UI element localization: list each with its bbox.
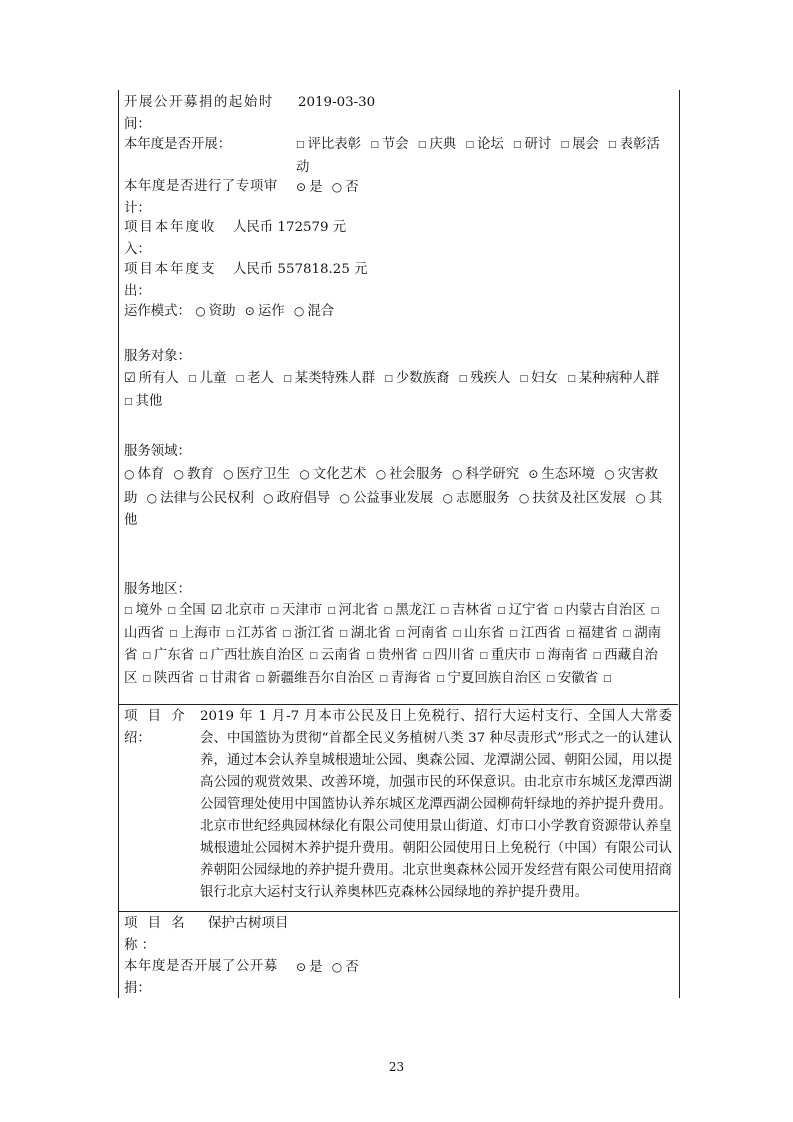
checkbox-empty-icon: □ [379,673,388,684]
region-option[interactable]: □ 天津市 [270,603,322,618]
operation-option[interactable]: ○ 资助 [195,304,235,319]
checkbox-empty-icon: □ [188,374,197,384]
target-option[interactable]: □ 残疾人 [459,371,511,386]
activity-option[interactable]: □ 庆典 [418,137,456,152]
checkbox-empty-icon: □ [283,374,292,384]
region-option[interactable]: □ 宁夏回族自治区 [436,671,541,686]
target-option[interactable]: □ 其他 [124,394,162,409]
row-divider [118,911,678,912]
region-option[interactable]: □ 江苏省 [226,626,278,641]
checkbox-empty-icon: □ [235,374,245,384]
checkbox-empty-icon: □ [309,651,318,661]
checkbox-empty-icon: □ [546,673,555,684]
field-option[interactable]: ○ 医疗卫生 [223,467,290,482]
checkbox-empty-icon: □ [465,140,474,150]
income-value: 人民币 172579 元 [233,220,347,235]
checkbox-empty-icon: □ [452,628,462,639]
fields-label: 服务领域： [124,444,191,459]
target-option[interactable]: □ 老人 [236,371,274,386]
intro-label-line1: 项 目 介 [124,709,188,724]
checkbox-empty-icon: □ [479,651,488,661]
checkbox-empty-icon: □ [422,651,432,661]
activity-option[interactable]: □ 表彰活动 [296,137,660,175]
region-option[interactable]: □ 河南省 [396,626,448,641]
checkbox-empty-icon: □ [282,628,292,639]
region-option[interactable]: □ 福建省 [566,626,618,641]
regions-options [124,600,672,690]
checkbox-empty-icon: □ [603,673,612,684]
checkbox-empty-icon: □ [270,606,279,616]
checkbox-empty-icon: □ [560,140,570,150]
region-option[interactable]: □ 新疆维吾尔自治区 [256,671,375,686]
region-option[interactable]: □ 青海省 [379,671,431,686]
radio-selected-icon: ⊙ [296,960,307,974]
region-option[interactable]: □ 广东省 [142,648,194,663]
operation-label: 运作模式： [124,304,191,319]
operation-option[interactable]: ○ 混合 [294,304,334,319]
operation-option[interactable]: ⊙ 运作 [245,304,285,319]
radio-empty-icon: ○ [331,180,343,194]
field-option[interactable]: ○ 体育 [124,467,164,482]
checkbox-empty-icon: □ [199,673,208,684]
radio-selected-icon: ⊙ [528,467,539,481]
audit-label-line2: 计： [124,201,151,216]
field-option[interactable]: ⊙ 生态环境 [528,467,595,482]
checkbox-empty-icon: □ [199,651,208,661]
audit-options [296,176,364,199]
activity-option[interactable]: □ 展会 [561,137,599,152]
checkbox-empty-icon: □ [436,673,445,684]
target-option[interactable]: □ 某种病种人群 [567,371,659,386]
region-option[interactable]: □ 贵州省 [366,648,418,663]
field-option[interactable]: ○ 教育 [174,467,214,482]
targets-options [124,368,672,413]
radio-selected-icon: ⊙ [244,304,255,318]
region-option[interactable]: □ 山东省 [453,626,505,641]
region-option[interactable]: □ 上海市 [169,626,221,641]
region-option[interactable]: □ 重庆市 [479,648,531,663]
region-option[interactable]: □ 全国 [167,603,205,618]
fundraising-option-no[interactable]: ○ 否 [332,960,359,975]
targets-label: 服务对象： [124,349,191,364]
expense-label-line1: 项目本年度支 [124,262,217,277]
checkbox-empty-icon: □ [536,651,545,661]
checkbox-empty-icon: □ [519,374,529,384]
checkbox-empty-icon: □ [142,651,151,661]
audit-option-yes[interactable]: ⊙ 是 [296,180,322,195]
radio-empty-icon: ○ [223,467,234,481]
checkbox-empty-icon: □ [650,606,660,616]
start-label-line1: 开展公开募捐的起始时 [124,95,274,110]
checkbox-empty-icon: □ [395,628,405,639]
field-option[interactable]: ○ 法律与公民权利 [147,491,254,506]
expense-label-line2: 出： [124,284,151,299]
region-option[interactable]: □ 河北省 [327,603,379,618]
radio-selected-icon: ⊙ [296,180,307,194]
region-option[interactable]: □ 内蒙古自治区 [554,603,646,618]
checkbox-empty-icon: □ [497,606,506,616]
checkbox-empty-icon: □ [142,673,151,684]
radio-empty-icon: ○ [173,467,185,481]
radio-empty-icon: ○ [375,467,387,481]
region-option[interactable]: □山西省 [124,603,662,641]
fundraising-option-yes[interactable]: ⊙ 是 [296,960,322,975]
region-option[interactable]: □ 江西省 [509,626,561,641]
checkbox-empty-icon: □ [509,628,518,639]
fields-options [124,463,672,533]
region-option[interactable] [603,671,615,686]
target-option[interactable]: □ 妇女 [520,371,558,386]
project-label-line2: 称 ： [124,938,156,953]
activities-options [296,134,672,179]
region-option[interactable]: □ 甘肃省 [199,671,251,686]
project-label-line1: 项 目 名 [124,916,188,931]
checkbox-empty-icon: □ [440,606,449,616]
radio-empty-icon: ○ [518,490,530,505]
checkbox-empty-icon: □ [592,651,602,661]
target-option[interactable]: □ 少数族裔 [384,371,449,386]
field-option[interactable]: ○ 扶贫及社区发展 [519,491,626,506]
checkbox-empty-icon: □ [384,374,393,384]
checkbox-empty-icon: □ [370,140,379,150]
row-divider [118,704,678,705]
region-option[interactable]: □ 湖北省 [339,626,391,641]
checkbox-checked-icon: ☑ [124,371,136,386]
intro-text: 2019 年 1 月-7 月本市公民及日上免税行、招行大运村支行、全国人大常委会、中国篮协为贯彻“首都全民义务植树八类 37 种尽责形式”形式之一的认建认养，通过本会认养皇城根遗址公园、奥森公园、龙潭湖公园、朝阳公园，用以提高公园的观赏效果、改善环境，加强市民的环保意识。由北京市东城区龙潭西湖公园管理处使用中国篮协认养东城区龙潭西湖公园柳荷轩绿地的养护提升费用。北京市世纪经典园林绿化有限公司使用景山街道、灯市口小学教育资源带认养皇城根遗址公园树木养护提升费用。朝阳公园使用日上免税行（中国）有限公司认养朝阳公园绿地的养护提升费用。北京世奥森林公园开发经营有限公司使用招商银行北京大运村支行认养奥林匹克森林公园绿地的养护提升费用。 [200,709,672,900]
region-option[interactable]: □ 云南省 [309,648,361,663]
radio-empty-icon: ○ [452,467,463,481]
fundraising-options [296,956,364,979]
checkbox-empty-icon: □ [225,628,235,639]
target-option[interactable]: □ 某类特殊人群 [283,371,375,386]
region-option[interactable]: □ 西藏自治区 [124,648,658,686]
activity-option[interactable]: □ 节会 [370,137,408,152]
audit-label-line1: 本年度是否进行了专项审 [124,179,278,194]
start-label-line2: 间： [124,117,151,132]
fundraising-label-line2: 捐： [124,981,151,996]
radio-empty-icon: ○ [299,467,310,481]
expense-value: 人民币 557818.25 元 [233,262,368,277]
checkbox-empty-icon: □ [553,606,563,616]
region-option[interactable]: □ 四川省 [423,648,475,663]
region-option[interactable]: ☑ 北京市 [211,603,266,618]
radio-empty-icon: ○ [146,490,158,505]
radio-empty-icon: ○ [195,304,206,318]
checkbox-empty-icon: □ [383,606,393,616]
checkbox-empty-icon: □ [608,140,617,150]
field-option[interactable]: ○ 科学研究 [452,467,519,482]
checkbox-empty-icon: □ [622,628,632,639]
checkbox-empty-icon: □ [458,374,468,384]
region-option[interactable]: □ 浙江省 [283,626,335,641]
region-option[interactable]: □ 广西壮族自治区 [199,648,304,663]
activities-label: 本年度是否开展： [124,137,232,152]
region-option[interactable]: □ 湖南省 [124,626,661,664]
checkbox-empty-icon: □ [513,140,522,150]
activity-option[interactable]: □ 评比表彰 [296,137,361,152]
radio-empty-icon: ○ [604,467,615,481]
checkbox-checked-icon: ☑ [210,603,223,618]
checkbox-empty-icon: □ [296,140,305,150]
page-number: 23 [388,1060,405,1074]
project-name-value: 保护古树项目 [208,916,289,931]
region-option[interactable]: □ 黑龙江 [384,603,436,618]
checkbox-empty-icon: □ [167,606,176,616]
operation-options [124,300,339,323]
radio-empty-icon: ○ [331,960,343,974]
checkbox-empty-icon: □ [255,673,265,684]
region-option[interactable]: □ 海南省 [536,648,588,663]
region-option[interactable]: □ 陕西省 [142,671,194,686]
regions-label: 服务地区： [124,582,191,597]
activity-option[interactable]: □ 论坛 [465,137,503,152]
field-option[interactable]: ○ 公益事业发展 [339,491,433,506]
checkbox-empty-icon: □ [366,651,375,661]
audit-option-no[interactable]: ○ 否 [332,180,359,195]
field-option[interactable]: ○ 政府倡导 [263,491,330,506]
activity-option[interactable]: □ 研讨 [513,137,551,152]
radio-empty-icon: ○ [124,467,135,481]
radio-empty-icon: ○ [293,304,305,318]
region-option[interactable]: □ 安徽省 [546,671,598,686]
checkbox-empty-icon: □ [169,628,178,639]
checkbox-empty-icon: □ [339,628,348,639]
field-option[interactable]: ○ 其他 [124,491,662,529]
field-option[interactable]: ○ 志愿服务 [443,491,510,506]
income-label-line1: 项目本年度收 [124,220,217,235]
region-option[interactable]: □ 辽宁省 [497,603,549,618]
field-option[interactable]: ○ 文化艺术 [299,467,366,482]
checkbox-empty-icon: □ [124,396,133,407]
income-label-line2: 入： [124,242,151,257]
start-date-value: 2019-03-30 [298,95,376,110]
checkbox-empty-icon: □ [327,606,336,616]
intro-label-line2: 绍： [124,731,151,746]
radio-empty-icon: ○ [635,490,646,505]
checkbox-empty-icon: □ [124,606,133,616]
region-option[interactable]: □ 境外 [124,603,162,618]
field-option[interactable]: ○ 灾害救助 [124,467,658,506]
field-option[interactable]: ○ 社会服务 [376,467,443,482]
region-option[interactable]: □ 吉林省 [440,603,492,618]
target-option[interactable]: ☑ 所有人 [124,371,179,386]
checkbox-empty-icon: □ [565,628,575,639]
checkbox-empty-icon: □ [567,374,576,384]
radio-empty-icon: ○ [339,490,350,505]
target-option[interactable]: □ 儿童 [188,371,226,386]
fundraising-label-line1: 本年度是否开展了公开募 [124,959,278,974]
checkbox-empty-icon: □ [417,140,427,150]
radio-empty-icon: ○ [263,490,274,505]
radio-empty-icon: ○ [442,490,454,505]
